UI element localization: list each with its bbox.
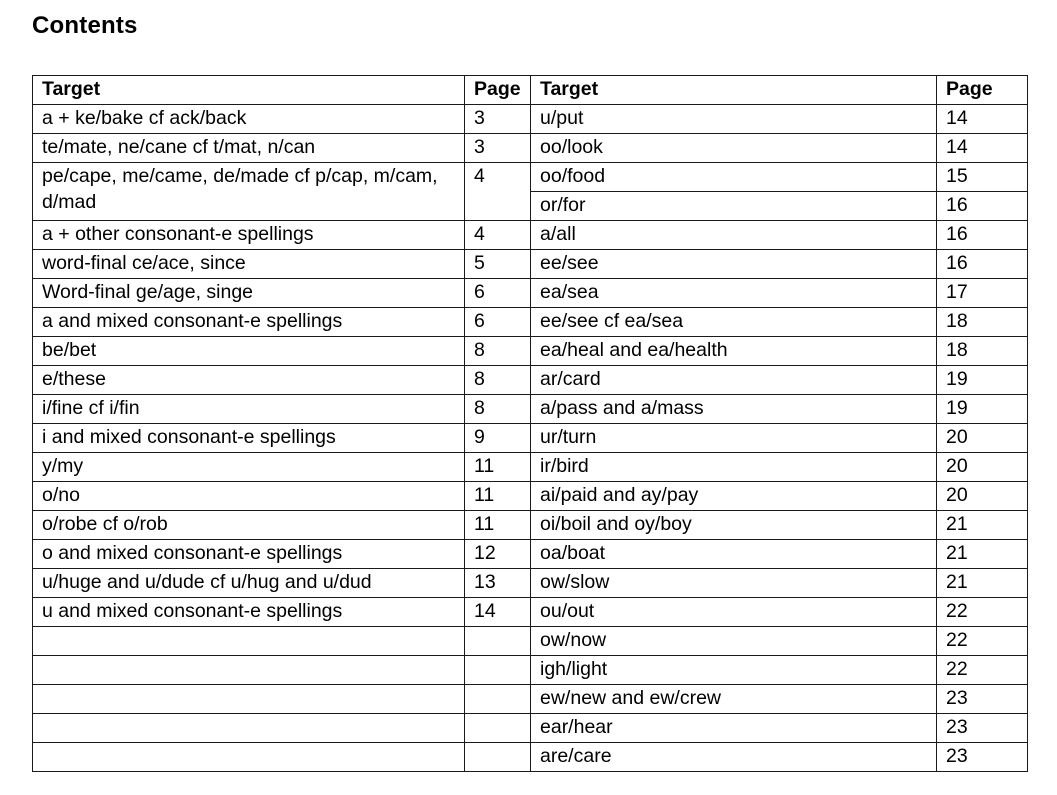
right-page-cell: 22: [937, 656, 1028, 685]
table-row: [33, 163, 1028, 192]
table-row: [33, 308, 1028, 337]
table-row: [33, 482, 1028, 511]
left-target-cell: i and mixed consonant-e spellings: [33, 424, 465, 453]
right-page-cell: 22: [937, 627, 1028, 656]
right-page-cell: 21: [937, 569, 1028, 598]
table-row: [33, 569, 1028, 598]
left-target-header: Target: [33, 76, 465, 105]
right-page-cell: 18: [937, 308, 1028, 337]
left-page-cell-empty: [465, 656, 531, 685]
right-page-cell: 16: [937, 250, 1028, 279]
right-page-cell: 21: [937, 540, 1028, 569]
table-row: [33, 685, 1028, 714]
table-row: [33, 714, 1028, 743]
right-page-cell: 20: [937, 453, 1028, 482]
right-target-cell: ee/see: [531, 250, 937, 279]
left-page-cell: 6: [465, 308, 531, 337]
right-target-cell: ew/new and ew/crew: [531, 685, 937, 714]
left-page-cell: 3: [465, 134, 531, 163]
left-page-cell: 3: [465, 105, 531, 134]
table-row: [33, 656, 1028, 685]
right-page-cell: 14: [937, 105, 1028, 134]
left-page-cell-empty: [465, 714, 531, 743]
left-target-cell: te/mate, ne/cane cf t/mat, n/can: [33, 134, 465, 163]
left-target-cell-empty: [33, 743, 465, 772]
table-row: [33, 250, 1028, 279]
left-page-cell: 8: [465, 395, 531, 424]
right-page-cell: 16: [937, 192, 1028, 221]
right-target-cell: oo/food: [531, 163, 937, 192]
right-target-cell: ir/bird: [531, 453, 937, 482]
right-page-cell: 23: [937, 685, 1028, 714]
left-page-cell: 11: [465, 482, 531, 511]
left-page-cell: 4: [465, 163, 531, 221]
right-target-cell: ou/out: [531, 598, 937, 627]
left-target-cell: a and mixed consonant-e spellings: [33, 308, 465, 337]
right-target-cell: oo/look: [531, 134, 937, 163]
left-target-cell-empty: [33, 656, 465, 685]
right-page-cell: 16: [937, 221, 1028, 250]
left-target-cell-empty: [33, 685, 465, 714]
left-page-cell: 8: [465, 337, 531, 366]
left-page-cell-empty: [465, 685, 531, 714]
page-title: Contents: [32, 12, 138, 39]
left-page-header: Page: [465, 76, 531, 105]
left-page-cell: 13: [465, 569, 531, 598]
right-page-cell: 19: [937, 395, 1028, 424]
left-target-cell: word-final ce/ace, since: [33, 250, 465, 279]
right-page-cell: 17: [937, 279, 1028, 308]
right-target-cell: ai/paid and ay/pay: [531, 482, 937, 511]
table-row: [33, 540, 1028, 569]
right-target-cell: ur/turn: [531, 424, 937, 453]
right-page-cell: 21: [937, 511, 1028, 540]
left-target-cell: o and mixed consonant-e spellings: [33, 540, 465, 569]
right-target-header: Target: [531, 76, 937, 105]
left-page-cell: 6: [465, 279, 531, 308]
table-row: [33, 627, 1028, 656]
table-header-row: [33, 76, 1028, 105]
left-page-cell-empty: [465, 743, 531, 772]
table-row: [33, 105, 1028, 134]
right-target-cell: ow/slow: [531, 569, 937, 598]
right-target-cell: u/put: [531, 105, 937, 134]
right-target-cell: oi/boil and oy/boy: [531, 511, 937, 540]
right-page-header: Page: [937, 76, 1028, 105]
right-target-cell: ee/see cf ea/sea: [531, 308, 937, 337]
right-target-cell: oa/boat: [531, 540, 937, 569]
table-row: [33, 743, 1028, 772]
right-page-cell: 20: [937, 482, 1028, 511]
left-target-cell: o/robe cf o/rob: [33, 511, 465, 540]
table-row: [33, 424, 1028, 453]
left-page-cell: 11: [465, 453, 531, 482]
left-target-cell: u/huge and u/dude cf u/hug and u/dud: [33, 569, 465, 598]
right-target-cell: a/pass and a/mass: [531, 395, 937, 424]
right-page-cell: 23: [937, 714, 1028, 743]
right-target-cell: are/care: [531, 743, 937, 772]
table-row: [33, 453, 1028, 482]
contents-table: [32, 75, 1028, 772]
left-page-cell: 9: [465, 424, 531, 453]
right-page-cell: 19: [937, 366, 1028, 395]
right-page-cell: 22: [937, 598, 1028, 627]
right-page-cell: 15: [937, 163, 1028, 192]
right-target-cell: ear/hear: [531, 714, 937, 743]
left-target-cell: Word-final ge/age, singe: [33, 279, 465, 308]
right-target-cell: ea/sea: [531, 279, 937, 308]
right-page-cell: 20: [937, 424, 1028, 453]
table-row: [33, 395, 1028, 424]
left-page-cell: 5: [465, 250, 531, 279]
left-target-cell: u and mixed consonant-e spellings: [33, 598, 465, 627]
left-page-cell: 4: [465, 221, 531, 250]
table-row: [33, 134, 1028, 163]
left-page-cell: 14: [465, 598, 531, 627]
left-target-cell: a + other consonant-e spellings: [33, 221, 465, 250]
right-target-cell: ea/heal and ea/health: [531, 337, 937, 366]
left-page-cell: 11: [465, 511, 531, 540]
left-page-cell: 12: [465, 540, 531, 569]
table-row: [33, 337, 1028, 366]
right-target-cell: igh/light: [531, 656, 937, 685]
right-target-cell: or/for: [531, 192, 937, 221]
table-row: [33, 511, 1028, 540]
left-page-cell: 8: [465, 366, 531, 395]
left-target-cell-empty: [33, 627, 465, 656]
left-target-cell: a + ke/bake cf ack/back: [33, 105, 465, 134]
table-row: [33, 279, 1028, 308]
left-target-cell: e/these: [33, 366, 465, 395]
right-page-cell: 14: [937, 134, 1028, 163]
right-page-cell: 18: [937, 337, 1028, 366]
table-row: [33, 221, 1028, 250]
table-row: [33, 366, 1028, 395]
left-target-cell: o/no: [33, 482, 465, 511]
left-target-cell: i/fine cf i/fin: [33, 395, 465, 424]
left-page-cell-empty: [465, 627, 531, 656]
left-target-cell: be/bet: [33, 337, 465, 366]
left-target-cell-empty: [33, 714, 465, 743]
table-row: [33, 598, 1028, 627]
left-target-cell: y/my: [33, 453, 465, 482]
right-target-cell: ar/card: [531, 366, 937, 395]
right-target-cell: ow/now: [531, 627, 937, 656]
right-page-cell: 23: [937, 743, 1028, 772]
left-target-cell: pe/cape, me/came, de/made cf p/cap, m/cam, d/mad: [33, 163, 465, 221]
right-target-cell: a/all: [531, 221, 937, 250]
